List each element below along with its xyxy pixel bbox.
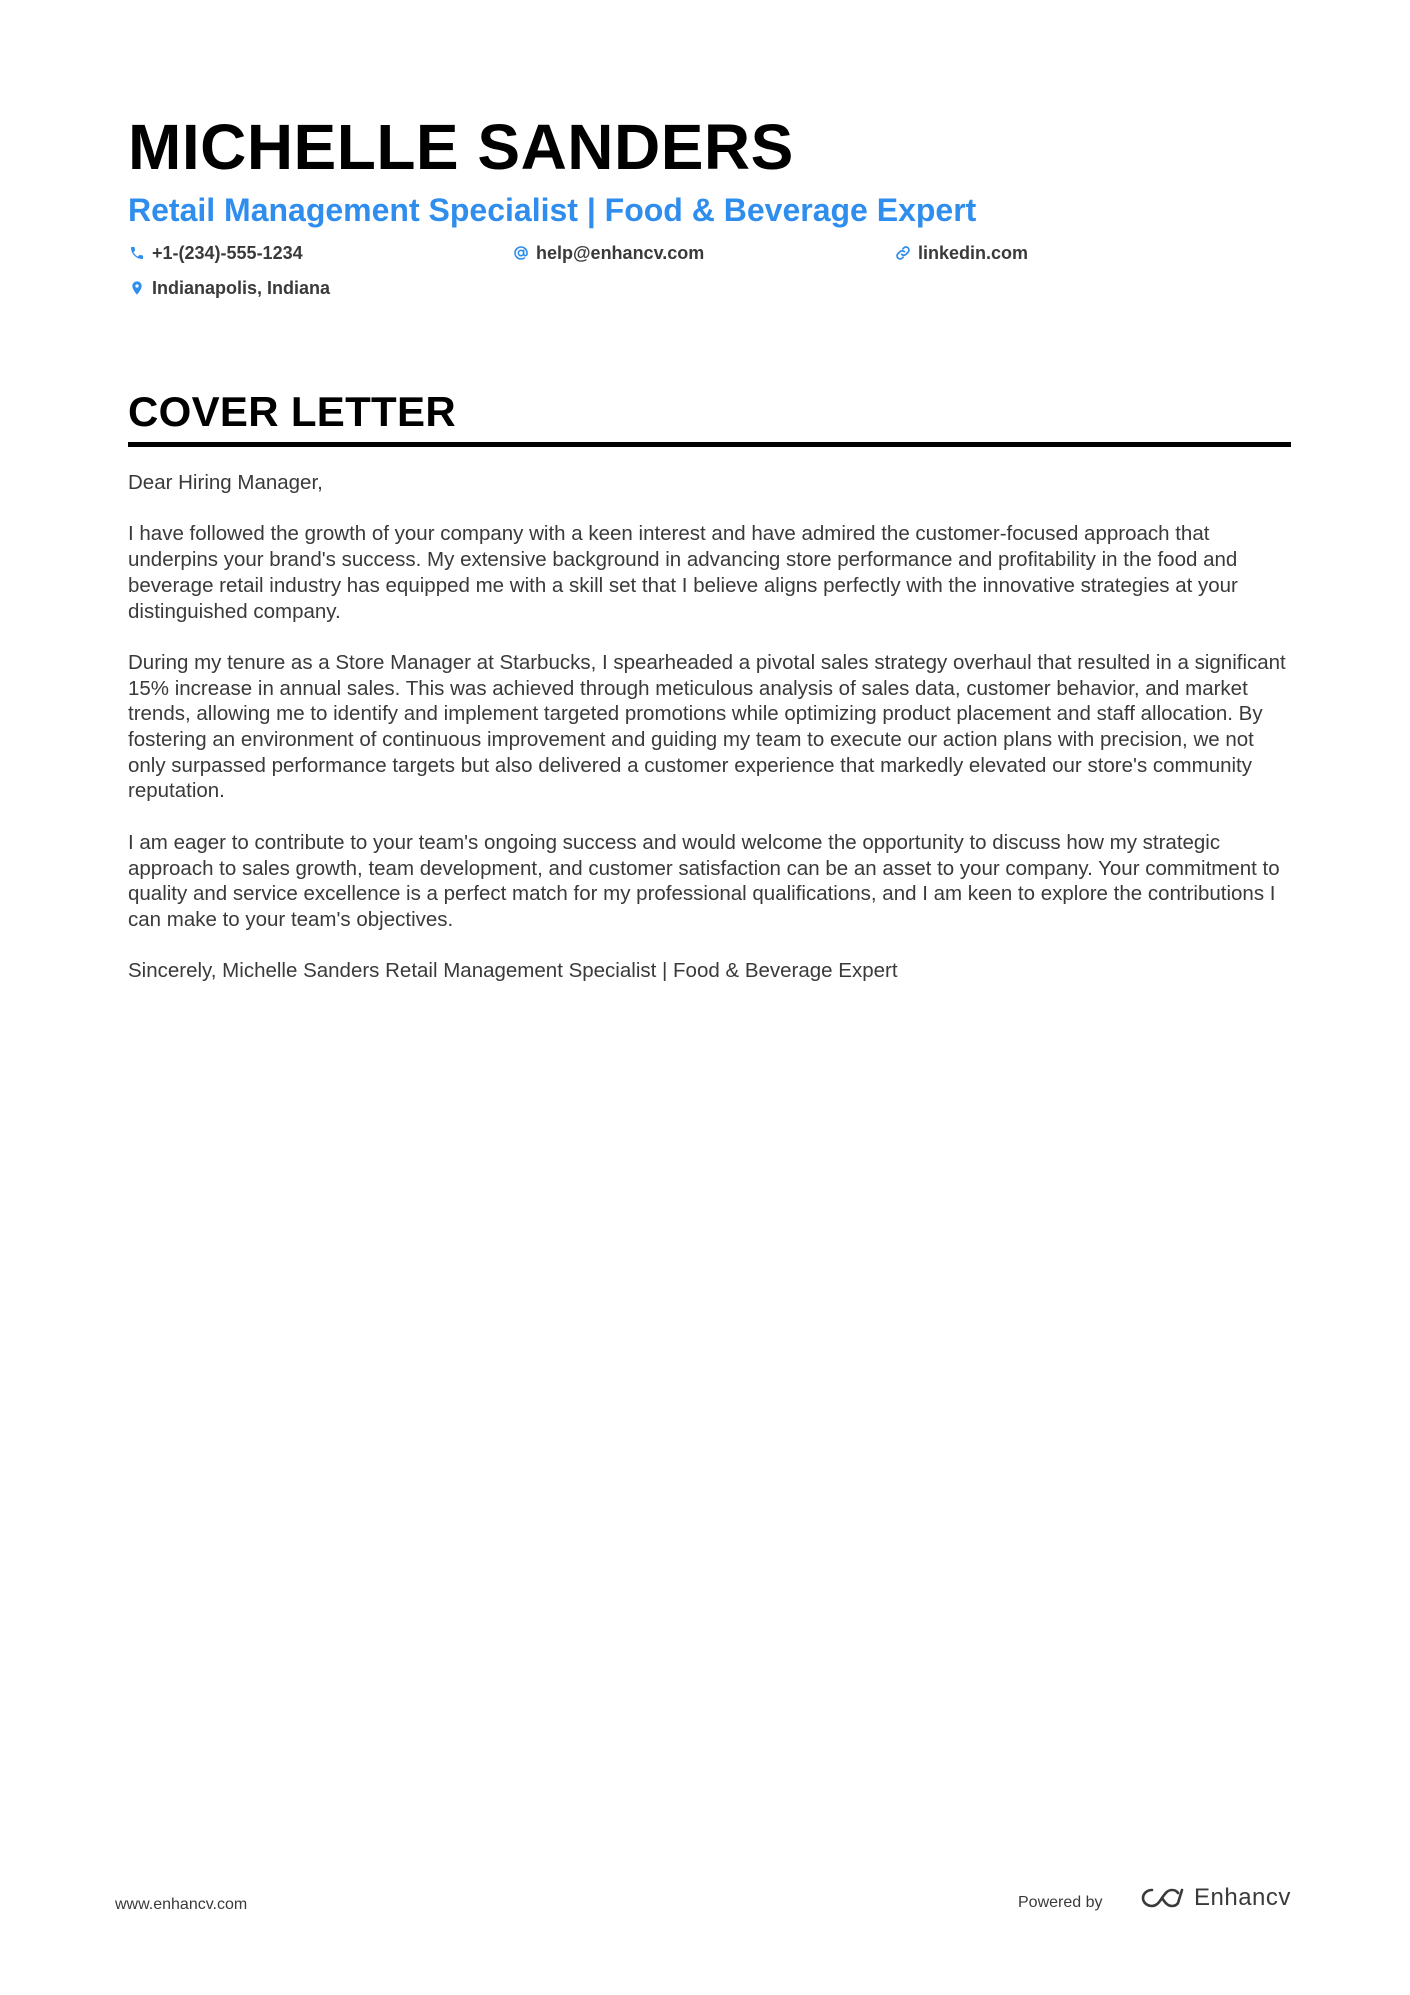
letter-body [128,470,1291,984]
brand-name: Enhancv [1194,1884,1291,1911]
letter-paragraph: During my tenure as a Store Manager at Starbucks, I spearheaded a pivotal sales strategy overhaul that resulted in a significant 15% increase in annual sales. This was achieved through meticulous analysis of sales data, customer behavior, and market trends, allowing me to identify and implement targeted promotions while optimizing product placement and staff allocation. By fostering an environment of continuous improvement and guiding my team to execute our action plans with precision, we not only surpassed performance targets but also delivered a customer experience that markedly elevated our store's community reputation. [128,650,1286,803]
link-icon [894,244,912,262]
email-text: help@enhancv.com [536,242,705,263]
letter-closing: Sincerely, Michelle Sanders Retail Management Specialist | Food & Beverage Expert [128,959,898,983]
phone-text: +1-(234)-555-1234 [152,242,303,263]
cover-letter-section [128,388,1291,1010]
section-divider [128,442,1291,447]
at-sign-icon [512,244,530,262]
contact-list [128,240,1291,310]
letter-paragraph: I am eager to contribute to your team's ongoing success and would welcome the opportunity to discuss how my strategic approach to sales growth, team development, and customer satisfaction can be an asset to your company. Your commitment to quality and service excellence is a perfect match for my professional qualifications, and I am keen to explore the contributions I can make to your team's objectives. [128,830,1280,931]
contact-email[interactable] [512,240,704,266]
letter-paragraph: I have followed the growth of your company with a keen interest and have admired the customer-focused approach that underpins your brand's success. My extensive background in advancing store performance and profitability in the food and beverage retail industry has equipped me with a skill set that I believe aligns perfectly with the innovative strategies at your distinguished company. [128,522,1238,623]
resume-header [128,112,1291,310]
link-text: linkedin.com [918,242,1029,263]
footer-url[interactable]: www.enhancv.com [115,1896,248,1913]
contact-location [128,275,330,301]
brand-logo[interactable] [1138,1884,1291,1912]
powered-by-label: Powered by [1018,1894,1103,1911]
phone-icon [128,244,146,262]
contact-link[interactable] [894,240,1028,266]
section-title: COVER LETTER [128,388,456,435]
candidate-name: MICHELLE SANDERS [128,111,794,183]
map-pin-icon [128,279,146,297]
location-text: Indianapolis, Indiana [152,277,331,298]
candidate-headline: Retail Management Specialist | Food & Beverage Expert [128,192,977,228]
contact-phone [128,240,303,266]
enhancv-logo-icon [1138,1884,1186,1912]
letter-greeting: Dear Hiring Manager, [128,471,323,494]
